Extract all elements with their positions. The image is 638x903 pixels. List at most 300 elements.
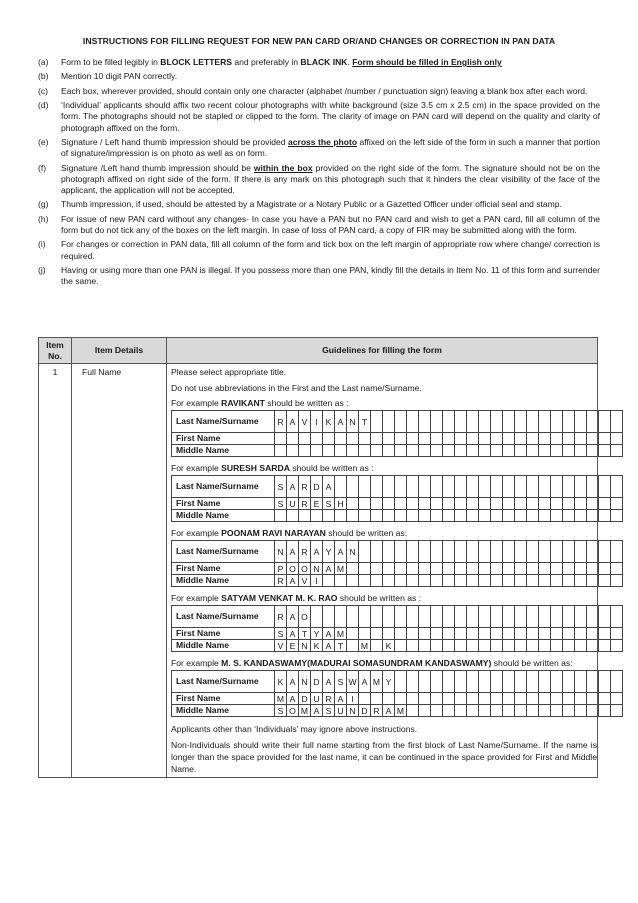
letter-box [503, 671, 515, 693]
example-prefix: For example [171, 528, 222, 538]
letter-box [563, 510, 575, 522]
name-row-label: First Name [172, 433, 275, 445]
letter-box [467, 606, 479, 628]
letter-box [539, 705, 551, 717]
letter-box [383, 445, 395, 457]
name-row-label: First Name [172, 498, 275, 510]
letter-box [599, 640, 611, 652]
letter-box [503, 541, 515, 563]
letter-box [455, 563, 467, 575]
letter-box: S [275, 476, 287, 498]
letter-box [515, 541, 527, 563]
letter-box: E [287, 640, 299, 652]
letter-box: O [287, 705, 299, 717]
letter-box [407, 541, 419, 563]
letter-box [467, 575, 479, 587]
letter-box: A [287, 628, 299, 640]
example-name: M. S. KANDASWAMY(MADURAI SOMASUNDRAM KANDASWAMY) [221, 658, 492, 668]
example-prefix: For example [171, 463, 222, 473]
name-grid-row [172, 541, 623, 563]
letter-box [443, 411, 455, 433]
name-grid-row [172, 606, 623, 628]
letter-box: M [359, 640, 371, 652]
letter-box [575, 640, 587, 652]
letter-box [563, 433, 575, 445]
letter-box [383, 476, 395, 498]
letter-box [299, 433, 311, 445]
letter-box [431, 563, 443, 575]
letter-box [299, 510, 311, 522]
letter-box [395, 640, 407, 652]
letter-box: N [299, 671, 311, 693]
letter-box [443, 498, 455, 510]
letter-box [479, 693, 491, 705]
letter-box [503, 510, 515, 522]
letter-box [395, 476, 407, 498]
letter-box [551, 498, 563, 510]
letter-box [491, 705, 503, 717]
instruction-label: (c) [38, 85, 48, 96]
letter-box [407, 476, 419, 498]
letter-box [359, 693, 371, 705]
letter-box [587, 541, 599, 563]
footer-line-1: Applicants other than ‘Individuals’ may ignore above instructions. [171, 724, 418, 734]
letter-box [503, 640, 515, 652]
letter-box [479, 411, 491, 433]
letter-box [551, 433, 563, 445]
letter-box [443, 445, 455, 457]
letter-box [599, 498, 611, 510]
letter-box [491, 411, 503, 433]
example-suffix: should be written as : [289, 463, 374, 473]
guideline-cell [167, 364, 598, 778]
letter-box: H [335, 498, 347, 510]
instruction-item [38, 214, 600, 236]
letter-box: D [299, 693, 311, 705]
letter-box: M [275, 693, 287, 705]
letter-box [587, 433, 599, 445]
letter-box [455, 705, 467, 717]
letter-box [503, 693, 515, 705]
item-number: 1 [39, 364, 72, 778]
letter-box [419, 575, 431, 587]
letter-box [575, 575, 587, 587]
letter-box [539, 476, 551, 498]
letter-box [491, 445, 503, 457]
letter-box [347, 445, 359, 457]
letter-box [443, 628, 455, 640]
letter-box [479, 606, 491, 628]
letter-box [611, 433, 623, 445]
letter-box [575, 433, 587, 445]
letter-box [407, 705, 419, 717]
letter-box: Y [383, 671, 395, 693]
letter-box [407, 563, 419, 575]
letter-box: U [287, 498, 299, 510]
letter-box [527, 705, 539, 717]
letter-box [395, 411, 407, 433]
letter-box [311, 445, 323, 457]
letter-box [575, 445, 587, 457]
letter-box [527, 445, 539, 457]
letter-box: A [323, 640, 335, 652]
letter-box [551, 541, 563, 563]
letter-box [407, 498, 419, 510]
example-heading [171, 528, 597, 539]
name-grid [171, 540, 623, 587]
instruction-item [38, 86, 600, 97]
letter-box [443, 671, 455, 693]
letter-box [455, 628, 467, 640]
name-grid [171, 475, 623, 522]
letter-box [467, 671, 479, 693]
letter-box [347, 433, 359, 445]
header-item-details: Item Details [72, 338, 167, 364]
header-guidelines: Guidelines for filling the form [167, 338, 598, 364]
instruction-text: BLACK INK [300, 57, 348, 67]
letter-box [587, 476, 599, 498]
letter-box [455, 445, 467, 457]
letter-box: O [299, 606, 311, 628]
letter-box [491, 693, 503, 705]
instruction-text: Mention 10 digit PAN correctly. [61, 71, 178, 82]
letter-box: U [311, 693, 323, 705]
letter-box [419, 628, 431, 640]
letter-box [467, 498, 479, 510]
letter-box: N [275, 541, 287, 563]
name-row-label: First Name [172, 628, 275, 640]
letter-box [395, 693, 407, 705]
letter-box: K [383, 640, 395, 652]
letter-box [611, 628, 623, 640]
instruction-label: (d) [38, 100, 49, 111]
letter-box [359, 445, 371, 457]
letter-box [539, 433, 551, 445]
footer-line-2: Non-Individuals should write their full name starting from the first block of Last Name/Surname. If the name is longer than the space provided for the last name, it can be continued in the space provided for First and Middle Name. [171, 740, 597, 774]
letter-box: Y [323, 541, 335, 563]
letter-box [587, 510, 599, 522]
intro-line-2: Do not use abbreviations in the First and the Last name/Surname. [171, 383, 422, 393]
instruction-label: (h) [38, 213, 49, 224]
letter-box [299, 445, 311, 457]
letter-box: R [275, 411, 287, 433]
letter-box [467, 476, 479, 498]
letter-box [539, 445, 551, 457]
example-name: SURESH SARDA [221, 463, 290, 473]
letter-box [371, 433, 383, 445]
letter-box [443, 693, 455, 705]
letter-box [479, 628, 491, 640]
letter-box: A [335, 693, 347, 705]
letter-box: V [299, 575, 311, 587]
letter-box [563, 640, 575, 652]
letter-box [491, 575, 503, 587]
letter-box [563, 671, 575, 693]
letter-box [539, 541, 551, 563]
letter-box [419, 411, 431, 433]
letter-box [599, 606, 611, 628]
letter-box [551, 476, 563, 498]
letter-box [611, 693, 623, 705]
letter-box [371, 510, 383, 522]
letter-box [443, 476, 455, 498]
letter-box [431, 671, 443, 693]
letter-box [419, 563, 431, 575]
letter-box: T [335, 640, 347, 652]
guidelines-table [38, 337, 598, 778]
letter-box [419, 541, 431, 563]
instruction-item [38, 239, 600, 261]
name-grid-row [172, 693, 623, 705]
letter-box [407, 411, 419, 433]
letter-box [599, 563, 611, 575]
letter-box [335, 606, 347, 628]
instruction-text: affixed on the left side of the form in such a manner that portion of signature/impression is on photo as well as on form. [61, 136, 601, 159]
name-row-label: Last Name/Surname [172, 541, 275, 563]
letter-box [383, 498, 395, 510]
letter-box [359, 563, 371, 575]
instruction-text: For issue of new PAN card without any changes- In case you have a PAN but no PAN card and wish to get a PAN card, fill all column of the form but do not tick any of the boxes on the left margin. In case of loss of PAN card, a copy of FIR may be submitted along with the form. [61, 213, 600, 235]
letter-box: A [287, 476, 299, 498]
letter-box [419, 498, 431, 510]
letter-box [539, 693, 551, 705]
letter-box [275, 445, 287, 457]
letter-box [611, 510, 623, 522]
instruction-item [38, 265, 600, 287]
letter-box [467, 640, 479, 652]
letter-box [491, 541, 503, 563]
letter-box [371, 445, 383, 457]
letter-box [467, 411, 479, 433]
letter-box [527, 628, 539, 640]
letter-box [371, 541, 383, 563]
letter-box [383, 411, 395, 433]
letter-box [551, 640, 563, 652]
letter-box [275, 510, 287, 522]
letter-box [407, 510, 419, 522]
instruction-text: provided on the right side of the form. The signature should not be on the photograph affixed on right side of the form. If there is any mark on this photograph such that it hinders the clear visibility of the face of the applicant, the application will not be accepted. [61, 162, 600, 195]
letter-box [323, 445, 335, 457]
letter-box [587, 563, 599, 575]
letter-box [407, 640, 419, 652]
letter-box [491, 606, 503, 628]
letter-box [611, 606, 623, 628]
letter-box [479, 476, 491, 498]
letter-box [539, 563, 551, 575]
letter-box [527, 476, 539, 498]
letter-box [479, 445, 491, 457]
instruction-text: Thumb impression, if used, should be attested by a Magistrate or a Notary Public or a Gazetted Officer under official seal and stamp. [61, 199, 562, 210]
letter-box: R [275, 575, 287, 587]
name-grid [171, 670, 623, 717]
letter-box [407, 693, 419, 705]
letter-box [335, 575, 347, 587]
letter-box: Y [311, 628, 323, 640]
letter-box: A [335, 411, 347, 433]
letter-box: S [275, 498, 287, 510]
letter-box [515, 705, 527, 717]
name-row-label: Last Name/Surname [172, 671, 275, 693]
letter-box [539, 671, 551, 693]
letter-box [491, 476, 503, 498]
letter-box [455, 541, 467, 563]
name-grid-row [172, 563, 623, 575]
letter-box [455, 433, 467, 445]
letter-box [431, 445, 443, 457]
letter-box [515, 498, 527, 510]
letter-box [455, 411, 467, 433]
letter-box [395, 510, 407, 522]
letter-box [395, 628, 407, 640]
letter-box [539, 606, 551, 628]
letter-box [599, 575, 611, 587]
letter-box [419, 705, 431, 717]
letter-box [347, 498, 359, 510]
letter-box [491, 628, 503, 640]
letter-box [515, 563, 527, 575]
letter-box [539, 510, 551, 522]
letter-box [323, 433, 335, 445]
instructions-list [38, 57, 600, 291]
letter-box [599, 693, 611, 705]
example-heading [171, 398, 597, 409]
letter-box [443, 433, 455, 445]
letter-box [467, 693, 479, 705]
name-example [171, 398, 597, 457]
letter-box [491, 563, 503, 575]
letter-box [467, 705, 479, 717]
name-grid-row [172, 445, 623, 457]
letter-box: A [323, 628, 335, 640]
letter-box [383, 541, 395, 563]
name-grid-row [172, 705, 623, 717]
letter-box: P [275, 563, 287, 575]
letter-box [455, 693, 467, 705]
letter-box [527, 433, 539, 445]
name-example [171, 593, 597, 652]
letter-box [455, 476, 467, 498]
letter-box [599, 705, 611, 717]
letter-box [347, 563, 359, 575]
letter-box [311, 510, 323, 522]
letter-box [467, 563, 479, 575]
letter-box [467, 541, 479, 563]
letter-box: A [287, 606, 299, 628]
letter-box [503, 476, 515, 498]
letter-box [575, 476, 587, 498]
name-grid-row [172, 640, 623, 652]
letter-box [467, 433, 479, 445]
letter-box [551, 606, 563, 628]
letter-box [359, 510, 371, 522]
instruction-text: Form to be filled legibly in [61, 57, 161, 67]
letter-box [371, 640, 383, 652]
letter-box [431, 510, 443, 522]
letter-box [443, 575, 455, 587]
letter-box [515, 671, 527, 693]
letter-box: M [299, 705, 311, 717]
name-grid-row [172, 498, 623, 510]
letter-box [431, 411, 443, 433]
letter-box [551, 445, 563, 457]
letter-box: S [275, 705, 287, 717]
letter-box [575, 705, 587, 717]
table-row [39, 364, 598, 778]
letter-box [587, 445, 599, 457]
letter-box [611, 541, 623, 563]
letter-box: S [275, 628, 287, 640]
letter-box [575, 541, 587, 563]
letter-box: R [371, 705, 383, 717]
instruction-text: Signature /Left hand thumb impression should be [61, 162, 254, 173]
letter-box [551, 693, 563, 705]
example-suffix: should be written as: [491, 658, 573, 668]
letter-box: N [347, 705, 359, 717]
instruction-label: (e) [38, 136, 49, 147]
instruction-text: ‘Individual’ applicants should affix two recent colour photographs with white background (size 3.5 cm x 2.5 cm) in the space provided on the form. The photographs should not be stapled or clipped to the form. The clarity of image on PAN card will depend on the quality and clarity of photograph affixed on the form. [61, 100, 600, 133]
letter-box [467, 445, 479, 457]
letter-box: D [311, 476, 323, 498]
letter-box [599, 411, 611, 433]
letter-box [587, 628, 599, 640]
instruction-item [38, 57, 600, 68]
letter-box [407, 606, 419, 628]
letter-box: E [311, 498, 323, 510]
letter-box [407, 671, 419, 693]
letter-box [407, 433, 419, 445]
letter-box [479, 705, 491, 717]
letter-box [419, 693, 431, 705]
letter-box [311, 606, 323, 628]
letter-box: A [323, 563, 335, 575]
instruction-label: (g) [38, 199, 49, 210]
letter-box: S [323, 705, 335, 717]
letter-box: A [323, 476, 335, 498]
letter-box: K [275, 671, 287, 693]
letter-box [575, 510, 587, 522]
letter-box [359, 628, 371, 640]
letter-box [503, 628, 515, 640]
letter-box [467, 628, 479, 640]
letter-box [503, 575, 515, 587]
letter-box [323, 575, 335, 587]
letter-box [575, 628, 587, 640]
letter-box [599, 445, 611, 457]
letter-box [371, 498, 383, 510]
letter-box [443, 563, 455, 575]
header-item-no: Item No. [39, 338, 72, 364]
letter-box [491, 510, 503, 522]
letter-box [599, 433, 611, 445]
letter-box: I [311, 411, 323, 433]
letter-box [575, 606, 587, 628]
letter-box [527, 640, 539, 652]
letter-box [587, 693, 599, 705]
letter-box [371, 411, 383, 433]
letter-box [575, 498, 587, 510]
letter-box [539, 498, 551, 510]
letter-box [551, 563, 563, 575]
letter-box [491, 433, 503, 445]
letter-box [371, 628, 383, 640]
letter-box [515, 433, 527, 445]
letter-box [395, 433, 407, 445]
letter-box [563, 445, 575, 457]
letter-box [563, 705, 575, 717]
letter-box [611, 705, 623, 717]
instruction-text: Having or using more than one PAN is illegal. If you possess more than one PAN, kindly fill the details in Item No. 11 of this form and surrender the same. [61, 264, 600, 287]
letter-box [587, 411, 599, 433]
